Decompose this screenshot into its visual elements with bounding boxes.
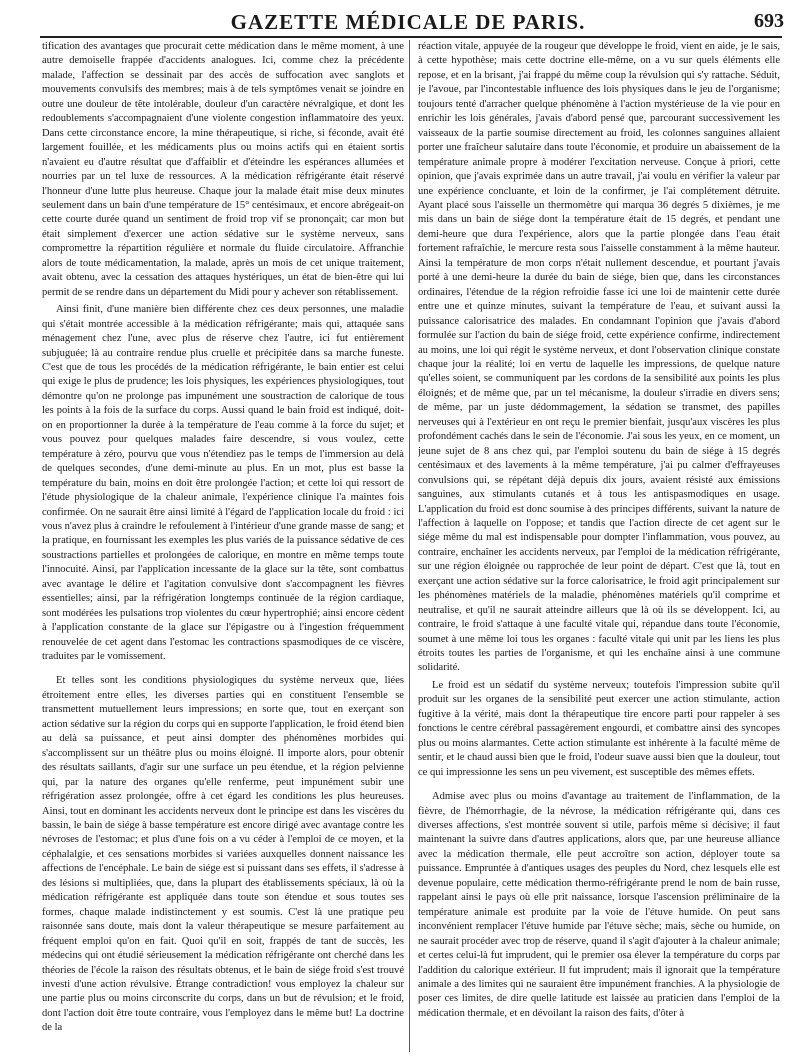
- right-column: [418, 40, 780, 1052]
- paragraph: réaction vitale, appuyée de la rougeur que développe le froid, vient en aide, je le sais, à cette hypothèse; mais cette doctrine elle-même, on a vu sur quels éléments elle repose, et en la brisant, j'ai frappé du même coup la révulsion qui s'y rattache. Séduit, je l'avoue, par l'incontestable influence des lois physiques dans le jeu de l'organisme; toujours tenté d'arracher quelque phénomène à l'action mystérieuse de la vie pour en enrichir les lois générales, j'avais d'abord pensé que, parcourant successivement les vaisseaux de la partie soumise directement au froid, les colonnes sanguines allaient porter une fraîcheur salutaire dans toute l'économie, et produire un abaissement de la température animale propre à modérer l'excitation nerveuse. Conçue à priori, cette opinion, que j'avais exprimée dans un autre travail, j'ai voulu en vérifier la valeur par une expérience concluante, et loin de la confirmer, je l'ai complétement détruite. Ayant placé sous l'aisselle un thermomètre qui marqua 36 degrés 5 dixièmes, je me mis dans un bain de siége dont la température était de 15 degrés, et pendant une demi-heure que dura l'expérience, alors que la partie plongée dans l'eau était fortement rafraîchie, le mercure resta sous l'aisselle constamment à la même hauteur. Ainsi la température de mon corps n'était nullement descendue, et pourtant j'avais porté à une demi-heure la durée du bain de siége, bien que, dans les circonstances ordinaires, l'étendue de la région refroidie fasse ici une loi de maintenir cette durée entre une et quinze minutes, suivant la température de l'eau, et suivant aussi la puissance calorisatrice des malades. En condamnant l'opinion que j'avais d'abord formulée sur l'action du bain de siége froid, cette expérience confirme, indirectement au moins, une loi qui régit le système nerveux, et dont l'observation clinique constate chaque jour la réalité; loi en vertu de laquelle les impressions, de quelque nature qu'elles soient, se communiquent par les cordons de la sensibilité aux points les plus éloignés; et de même que, par un tel mécanisme, la douleur s'irradie en divers sens; de même, par un juste dédommagement, la sédation se transmet, des papilles nerveuses qui à l'extérieur en ont reçu le premier bienfait, jusqu'aux viscères les plus profondément cachés dans le sein de l'économie. J'ai sous les yeux, en ce moment, un jeune sujet de 8 ans chez qui, par l'emploi soutenu du bain de siége à 15 degrés centésimaux et des lavements à la même température, j'ai pu calmer d'effrayeuses convulsions qui, se répétant déjà depuis dix jours, avaient résisté aux émissions sanguines, aux stimulants cutanés et à tous les antispasmodiques en usage. L'application du froid est donc soumise à des principes différents, suivant la nature de l'affection à laquelle on l'oppose; et tandis que l'action directe de cet agent sur le siége même du mal est indispensable pour dompter l'inflammation, vous pouvez, au contraire, enchaîner les accidents nerveux, par l'emploi de la médication réfrigérante, sur une région éloignée ou rapprochée de leur point de départ. C'est que là, tout en exerçant une action sédative sur la force calorisatrice, le froid agit principalement sur les phénomènes matériels de la maladie, phénomènes matériels qu'il comprime et neutralise, et qu'il ne saurait atteindre ailleurs que là où ils se développent. Ici, au contraire, le froid s'attaque à une faculté vitale qui, répandue dans toute l'économie, soumet à une même loi tous les organes : faculté vitale qui unit par les liens les plus étroits toutes les parties de l'organisme, et qui les enchaîne ainsi à une commune solidarité.: [418, 41, 780, 674]
- page-header: [32, 8, 784, 38]
- paragraph: Ainsi finit, d'une manière bien différente chez ces deux personnes, une maladie qui s'était montrée accessible à la médication réfrigérante; mais qui, attaquée sans ménagement chez l'une, avec plus de réserve chez l'autre, ici fut entièrement subjuguée; là au contraire rendue plus cruelle et précipitée dans sa marche funeste. C'est que de tous les procédés de la médication réfrigérante, le bain entier est celui qui exige le plus de prudence; les lois physiques, les expériences physiologiques, tout démontre qu'on ne prolonge pas impunément une soustraction de calorique de tous les points à la fois de la surface du corps. Aussi quand le bain froid est indiqué, doit-on en proportionner la durée à la température de l'eau comme à la force du sujet; et vous pouvez pour quelques malades faire descendre, si vous voulez, cette température à zéro, pourvu que vous n'étendiez pas le temps de l'immersion au delà de quelques secondes, d'une demi-minute au plus. En un mot, plus est basse la température du bain, moins en doit être prolongée l'action; et cette loi qui ressort de l'étude physiologique de la chaleur animale, l'expérience clinique l'a maintes fois confirmée. On ne saurait être ainsi limité à l'égard de l'application locale du froid : ici vous n'avez plus à craindre le refoulement à l'intérieur d'une grande masse de sang; et la pratique, en fournissant les exemples les plus variés de la puissance sédative de ces soustractions partielles et prolongées de calorique, en montre en même temps toute l'innocuité. Ainsi, par l'application incessante de la glace sur la tête, sont combattus avec avantage le délire et l'agitation convulsive dont s'accompagnent les fièvres essentielles; ainsi, par la réfrigération longtemps continuée de la région cardiaque, sont modérées les pulsations trop violentes du cœur hypertrophié; ainsi encore cèdent à l'application constante de la glace sur l'épigastre ou à l'ingestion fréquemment renouvelée de cet agent dans l'estomac les contractions spasmodiques de ce viscère, traduites par le vomissement.: [42, 304, 404, 663]
- paragraph: Admise avec plus ou moins d'avantage au traitement de l'inflammation, de la fièvre, de l'hémorrhagie, de la névrose, la médication réfrigérante qui, dans ces diverses affections, s'est montrée souvent si utile, parfois même si décisive; il faut maintenant la suivre dans d'autres applications, alors que, par une heureuse alliance avec la médication thermale, elle peut accroître son action, déployer toute sa puissance. Empruntée à d'antiques usages des peuples du Nord, chez lesquels elle est devenue populaire, cette médication thermo-réfrigérante prend le nom de bain russe, rappelant ainsi le pays où elle prit naissance, lorsque l'ascension préliminaire de la température animale est produite par la voie de l'étuve humide. On peut sans inconvénient remplacer l'étuve humide par l'étuve sèche; mais, sèche ou humide, on ne saurait procéder avec trop de réserve, quand il s'agit d'ajouter à la chaleur animale; et certes celui-là fut imprudent, qui le premier osa élever la température du corps par l'addition du calorique extérieur. Il fut imprudent; mais il ignorait que la température animale a des limites qui ne sauraient être impunément franchies. A la physiologie de poser ces limites, de dire quelle latitude est laissée au praticien dans l'emploi de la médication thermale, et en dévoilant la raison des faits, d'ôter à: [418, 791, 780, 1019]
- left-column: [42, 40, 404, 1052]
- header-rule: [40, 36, 782, 38]
- paragraph: Le froid est un sédatif du système nerveux; toutefois l'impression subite qu'il produit sur les organes de la sensibilité peut exercer une action stimulante, action fugitive à la vérité, mais dont la thérapeutique tire encore parti pour rappeler à ses fonctions le centre cérébral passagèrement engourdi, et combattre ainsi des syncopes plus ou moins alarmantes. Cette action stimulante est inhérente à la faculté même de sentir, et le chaud aussi bien que le froid, l'odeur suave aussi bien que la douleur, tout ce qui impressionne les sens un peu vivement, est susceptible des mêmes effets.: [418, 679, 780, 778]
- paragraph: tification des avantages que procurait cette médication dans le même moment, à une autre demoiselle frappée d'accidents analogues. Ici, comme chez la précédente malade, l'affection se dessinait par des accès de suffocation avec sanglots et mouvements convulsifs des membres; mais à de tels symptômes venait se joindre en outre une douleur de tête intolérable, douleur d'un caractère névralgique, et dont les redoublements s'accompagnaient d'une violente congestion inflammatoire des yeux. Dans cette circonstance encore, la mine thérapeutique, si riche, si féconde, avait été largement fouillée, et les médicaments plus ou moins actifs qui en étaient sortis n'avaient eu d'autre résultat que d'affaiblir et d'éteindre les espérances allumées et nourries par un tel luxe de ressources. A la médication réfrigérante était réservé l'honneur d'une lutte plus heureuse. Chaque jour la malade était mise deux minutes seulement dans un bain d'une température de 15° centésimaux, et encore abrégeait-on cette courte durée quand un sentiment de froid trop vif se prononçait; car mon but était simplement d'exercer une action sédative sur le système nerveux, sans compromettre la répartition régulière et normale du fluide circulatoire. Affranchie alors de toute médicamentation, la malade, après un mois de cet unique traitement, avait obtenu, avec la cessation des attaques hystériques, un état de bien-être qui lui permit de se rendre dans un département du Midi pour y achever son rétablissement.: [42, 41, 404, 298]
- page-number: 693: [754, 10, 784, 32]
- column-divider: [409, 40, 410, 1052]
- paragraph: Et telles sont les conditions physiologiques du système nerveux que, liées étroitement entre elles, les diverses parties qui en constituent l'ensemble se transmettent mutuellement leurs impressions; en sorte que, tout en exerçant son action sédative sur la région du corps qui en supporte l'application, le froid étend bien au delà sa puissance, et peut ainsi dompter des phénomènes morbides qui s'accomplissent sur un théâtre plus ou moins éloigné. Il importe alors, pour obtenir des résultats saillants, d'agir sur une surface un peu étendue, et la région pelvienne qui, par la nature des organes qu'elle renferme, peut impunément subir une réfrigération assez prolongée, offre à cet égard les conditions les plus heureuses. Ainsi, tout en dominant les accidents nerveux dont le principe est dans les viscères du bassin, le bain de siége à basse température est encore dirigé avec avantage contre les névroses de l'estomac; et plus d'une fois on a vu céder à l'emploi de ce moyen, et la céphalalgie, et ces sensations morbides si variées auxquelles donnent naissance les affections de l'encéphale. Le bain de siége est si puissant dans ses effets, il s'adresse à des lésions si multipliées, que, dans la plupart des établissements spéciaux, là où la médication réfrigérante est appliquée dans toute son étendue et sous toutes ses formes, chaque malade indistinctement y est soumis. C'est là une pratique peu raisonnée sans doute, mais dont la valeur thérapeutique se mesure parfaitement au fréquent emploi qu'on en fait. Quoi qu'il en soit, frappés de tant de succès, les médecins qui ont étudié sérieusement la médication réfrigérante ont cherché dans les théories de l'école la raison des résultats obtenus, et le bain de siége froid s'est trouvé investi d'une action révulsive. Étrange contradiction! vous employez la chaleur sur une partie plus ou moins circonscrite du corps, dans un but de révulsion; et le froid, dont l'action doit être toute contraire, vous l'employez dans le même but! La doctrine de la: [42, 675, 404, 1034]
- journal-title: GAZETTE MÉDICALE DE PARIS.: [230, 10, 586, 34]
